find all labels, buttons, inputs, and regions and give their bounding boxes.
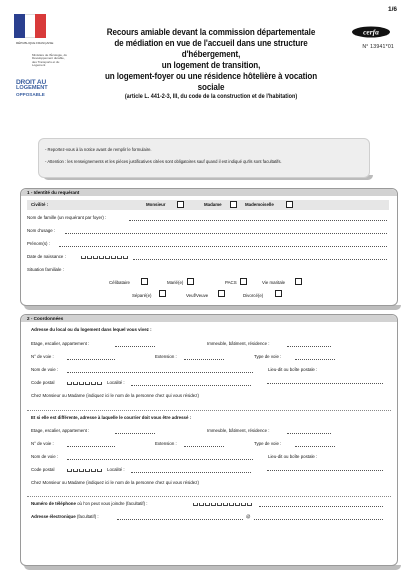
extension-label: Extension : [155, 354, 177, 359]
section-contact [20, 314, 398, 566]
email-label [31, 514, 99, 519]
cerfa-logo-text: cerfa [363, 27, 379, 37]
immeuble-field[interactable] [287, 346, 331, 347]
birth-date-field[interactable] [81, 256, 128, 259]
family-name-field[interactable] [129, 220, 387, 221]
telephone-trailing-dots [259, 506, 383, 507]
dalo-line-1: DROIT AU [16, 79, 47, 86]
telephone-label-rest: où l'on peut vous joindre (facultatif) : [75, 501, 148, 506]
extension-2-field[interactable] [184, 446, 224, 447]
etage-2-label: Etage, escalier, appartement : [31, 428, 90, 433]
section-1-header: 1 - Identité du requérant [21, 189, 397, 196]
email-label-rest: (facultatif) : [75, 514, 99, 519]
celibataire-checkbox[interactable] [141, 278, 148, 285]
cerfa-number: N° 13941*01 [362, 44, 394, 50]
chez-2-label: Chez Monsieur ou Madame (indiquez ici le nom de la personne chez qui vous résidez) [31, 480, 199, 485]
cerfa-logo [351, 26, 391, 38]
localite-label: Localité : [107, 380, 125, 385]
section-2-header: 2 - Coordonnées [21, 315, 397, 322]
no-voie-2-field[interactable] [67, 446, 115, 447]
telephone-field[interactable] [193, 503, 252, 506]
pacs-label: PACS [225, 280, 237, 285]
localite-field[interactable] [131, 385, 251, 386]
dalo-line-3: OPPOSABLE [16, 92, 45, 97]
localite-2-label: Localité : [107, 467, 125, 472]
chez-label: Chez Monsieur ou Madame (indiquez ici le nom de la personne chez qui vous résidez) [31, 393, 199, 398]
divorce-checkbox[interactable] [275, 290, 282, 297]
usage-name-field[interactable] [65, 233, 387, 234]
title-line-3: un logement de transition, [161, 59, 261, 70]
title-line-4: un logement-foyer ou une résidence hôtelière à vocation sociale [104, 70, 318, 92]
notice-line-2: - Attention : les renseignements et les pièces justificatives citées sont obligatoires sauf quand il est indiqué qu'ils sont facultatifs. [45, 159, 282, 164]
vie-maritale-label: Vie maritale [262, 280, 286, 285]
madame-checkbox[interactable] [230, 201, 237, 208]
code-postal-label: Code postal [31, 380, 55, 385]
birth-date-label: Date de naissance : [27, 254, 66, 259]
chez-field[interactable] [27, 410, 391, 411]
nom-voie-label: Nom de voie : [31, 367, 59, 372]
type-voie-2-field[interactable] [295, 446, 335, 447]
form-title [80, 26, 342, 101]
etage-label: Etage, escalier, appartement : [31, 341, 90, 346]
marie-label: Marié(e) [167, 280, 184, 285]
email-domain-field[interactable] [254, 519, 383, 520]
vie-maritale-checkbox[interactable] [295, 278, 302, 285]
civility-label: Civilité : [31, 202, 49, 207]
type-voie-label: Type de voie : [254, 354, 282, 359]
first-names-label: Prénom(s) : [27, 241, 50, 246]
notice-shadow [43, 175, 373, 180]
code-postal-2-field[interactable] [67, 469, 102, 472]
monsieur-checkbox[interactable] [177, 201, 184, 208]
nom-voie-2-field[interactable] [67, 459, 253, 460]
localite-2-field[interactable] [131, 472, 251, 473]
no-voie-field[interactable] [67, 359, 115, 360]
no-voie-2-label: N° de voie : [31, 441, 54, 446]
family-name-label: Nom de famille (un requérant par foyer) : [27, 215, 107, 220]
email-at-sign: @ [246, 514, 251, 519]
dalo-logo [16, 80, 68, 97]
notice-line-1: - Reportez-vous à la notice avant de remplir le formulaire. [45, 147, 152, 152]
extension-field[interactable] [184, 359, 224, 360]
celibataire-label: Célibataire [109, 280, 130, 285]
chez-2-field[interactable] [27, 496, 391, 497]
title-line-1: Recours amiable devant la commission départementale [106, 26, 316, 37]
type-voie-2-label: Type de voie : [254, 441, 282, 446]
veuf-label: Veuf/Veuve [186, 293, 209, 298]
monsieur-label: Monsieur [146, 202, 166, 207]
address-title: Adresse du local ou du logement dans lequel vous vivez : [31, 327, 152, 332]
title-line-2: de médiation en vue de l'accueil dans une structure d'hébergement, [114, 37, 308, 59]
veuf-checkbox[interactable] [218, 290, 225, 297]
dalo-line-2: LOGEMENT [16, 85, 48, 92]
republic-label: RÉPUBLIQUE FRANÇAISE [16, 41, 54, 45]
section-identity [20, 188, 398, 306]
email-label-bold: Adresse électronique [31, 514, 76, 519]
title-subtitle: (article L. 441-2-3, III, du code de la construction et de l'habitation) [124, 93, 298, 100]
immeuble-2-field[interactable] [287, 433, 331, 434]
page-number: 1/6 [387, 6, 397, 13]
second-address-title: Et si elle est différente, adresse à laquelle le courrier doit vous être adressé : [31, 415, 192, 420]
lieu-dit-field[interactable] [267, 383, 383, 384]
usage-name-label: Nom d'usage : [27, 228, 56, 233]
divorce-label: Divorcé(e) [243, 293, 264, 298]
madame-label: Madame [204, 202, 222, 207]
telephone-label-bold: Numéro de téléphone [31, 501, 76, 506]
notice-box [38, 138, 370, 178]
lieu-dit-label: Lieu-dit ou boîte postale : [268, 367, 318, 372]
mademoiselle-checkbox[interactable] [286, 201, 293, 208]
birth-date-trailing-dots [133, 259, 387, 260]
civility-bar [27, 200, 389, 210]
etage-2-field[interactable] [115, 433, 155, 434]
extension-2-label: Extension : [155, 441, 177, 446]
marie-checkbox[interactable] [187, 278, 194, 285]
pacs-checkbox[interactable] [240, 278, 247, 285]
section-shadow [24, 305, 401, 310]
lieu-dit-2-label: Lieu-dit ou boîte postale : [268, 454, 318, 459]
family-situation-label: Situation familiale : [27, 267, 64, 272]
immeuble-2-label: Immeuble, bâtiment, résidence : [207, 428, 270, 433]
ministry-label: Ministère de l'Écologie, du Développement durable, des Transports et du Logement [32, 53, 67, 68]
mademoiselle-label: Mademoiselle [245, 202, 274, 207]
first-names-field[interactable] [59, 246, 387, 247]
type-voie-field[interactable] [295, 359, 335, 360]
nom-voie-field[interactable] [67, 372, 253, 373]
nom-voie-2-label: Nom de voie : [31, 454, 59, 459]
immeuble-label: Immeuble, bâtiment, résidence : [207, 341, 270, 346]
lieu-dit-2-field[interactable] [267, 470, 383, 471]
no-voie-label: N° de voie : [31, 354, 54, 359]
separe-checkbox[interactable] [159, 290, 166, 297]
email-user-field[interactable] [117, 519, 243, 520]
french-flag-icon [14, 14, 46, 38]
section-shadow [24, 565, 401, 570]
separe-label: Séparé(e) [132, 293, 152, 298]
code-postal-2-label: Code postal [31, 467, 55, 472]
code-postal-field[interactable] [67, 382, 102, 385]
telephone-label [31, 501, 148, 506]
etage-field[interactable] [115, 346, 155, 347]
marianne-logo [14, 14, 72, 106]
